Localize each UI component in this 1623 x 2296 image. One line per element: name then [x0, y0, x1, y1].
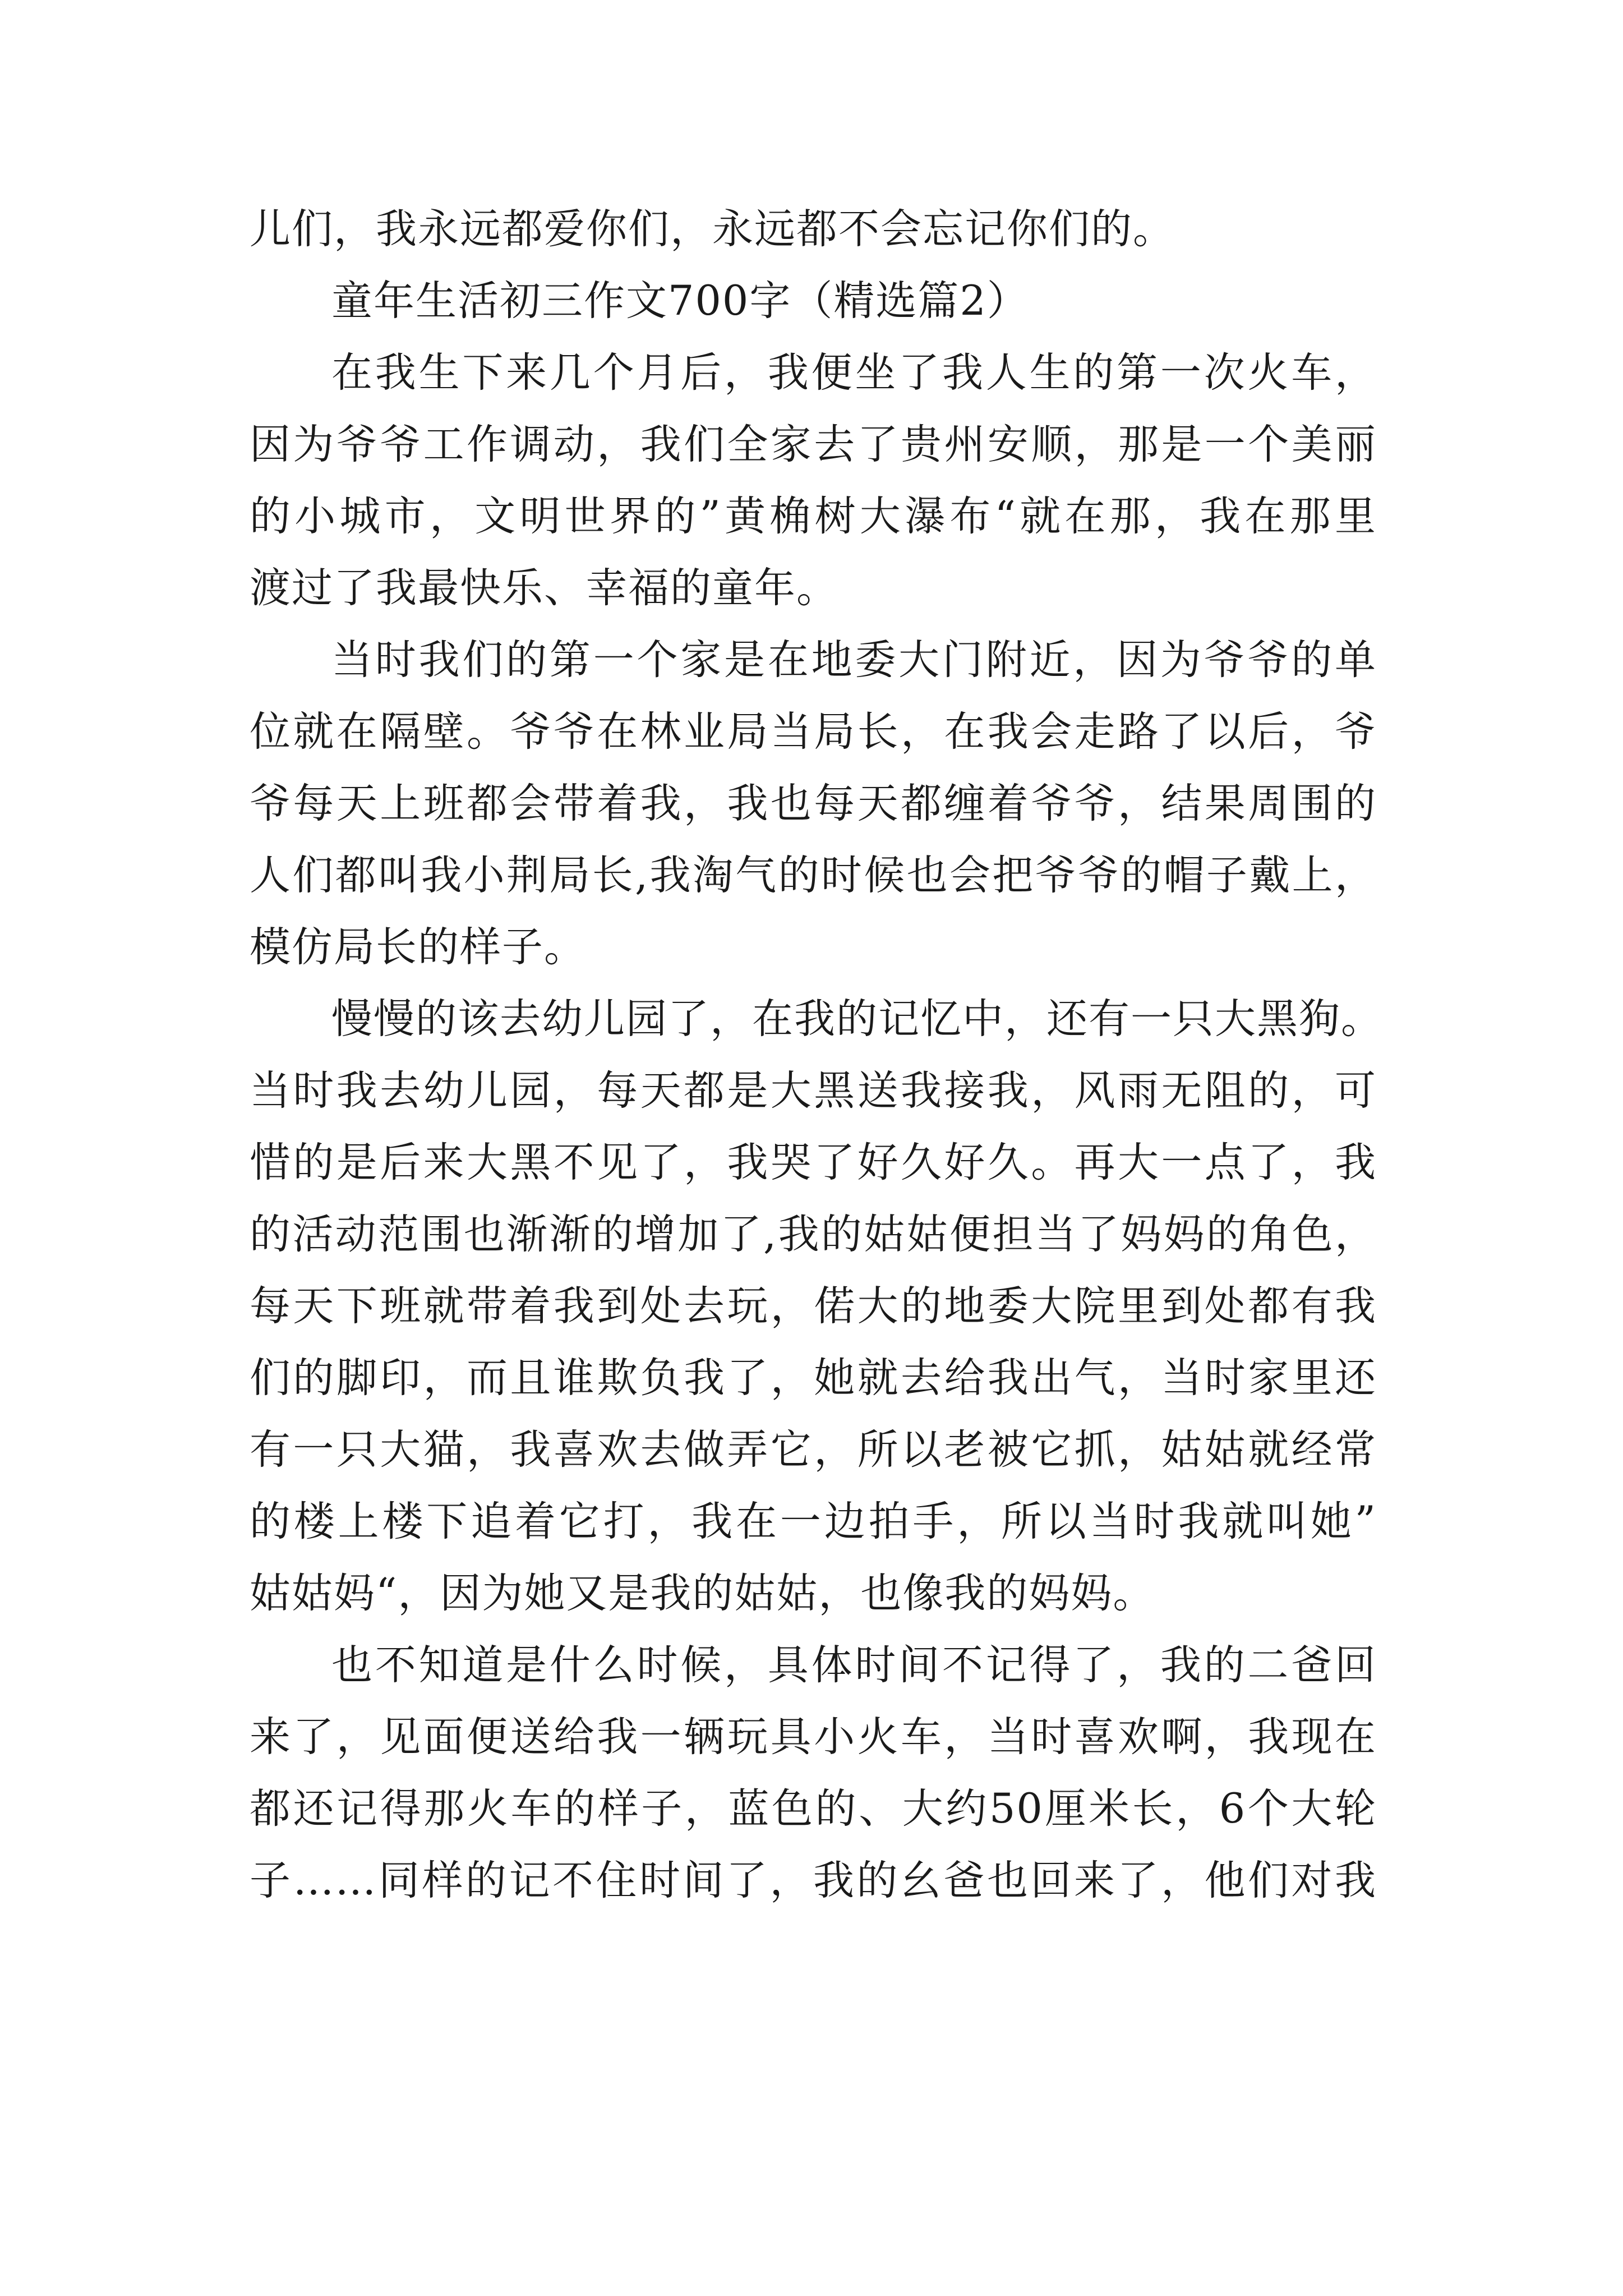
text-line: 人们都叫我小荆局长,我淘气的时候也会把爷爷的帽子戴上，	[250, 852, 1377, 899]
text-line: 儿们，我永远都爱你们，永远都不会忘记你们的。	[250, 205, 1175, 253]
text-line: 爷每天上班都会带着我，我也每天都缠着爷爷，结果周围的	[250, 780, 1377, 827]
text-line: 慢慢的该去幼儿园了，在我的记忆中，还有一只大黑狗。	[331, 995, 1383, 1043]
text-line: 当时我们的第一个家是在地委大门附近，因为爷爷的单	[331, 636, 1377, 684]
text-line: 的小城市，文明世界的”黄桷树大瀑布“就在那，我在那里	[250, 493, 1377, 540]
text-line: 位就在隔壁。爷爷在林业局当局长，在我会走路了以后，爷	[250, 708, 1377, 756]
text-line: 的楼上楼下追着它打，我在一边拍手，所以当时我就叫她”	[250, 1498, 1377, 1545]
text-line: 惜的是后来大黑不见了，我哭了好久好久。再大一点了，我	[250, 1139, 1377, 1186]
text-line: 模仿局长的样子。	[250, 923, 586, 971]
text-line: 当时我去幼儿园，每天都是大黑送我接我，风雨无阻的，可	[250, 1067, 1377, 1115]
text-line: 每天下班就带着我到处去玩，偌大的地委大院里到处都有我	[250, 1282, 1377, 1330]
text-line: 姑姑妈“，因为她又是我的姑姑，也像我的妈妈。	[250, 1570, 1155, 1617]
text-line: 们的脚印，而且谁欺负我了，她就去给我出气，当时家里还	[250, 1354, 1377, 1402]
text-line: 子……同样的记不住时间了，我的幺爸也回来了，他们对我	[250, 1857, 1377, 1904]
text-line: 都还记得那火车的样子，蓝色的、大约50厘米长，6个大轮	[250, 1785, 1377, 1833]
text-line: 也不知道是什么时候，具体时间不记得了，我的二爸回	[331, 1641, 1377, 1689]
text-line: 渡过了我最快乐、幸福的童年。	[250, 564, 838, 612]
section-heading: 童年生活初三作文700字（精选篇2）	[331, 277, 1029, 325]
text-line: 来了，见面便送给我一辆玩具小火车，当时喜欢啊，我现在	[250, 1713, 1377, 1761]
text-line: 有一只大猫，我喜欢去做弄它，所以老被它抓，姑姑就经常	[250, 1426, 1377, 1474]
text-line: 的活动范围也渐渐的增加了,我的姑姑便担当了妈妈的角色，	[250, 1211, 1377, 1258]
essay-body	[250, 194, 1383, 1917]
text-line: 在我生下来几个月后，我便坐了我人生的第一次火车，	[331, 349, 1377, 397]
text-line: 因为爷爷工作调动，我们全家去了贵州安顺，那是一个美丽	[250, 421, 1377, 468]
